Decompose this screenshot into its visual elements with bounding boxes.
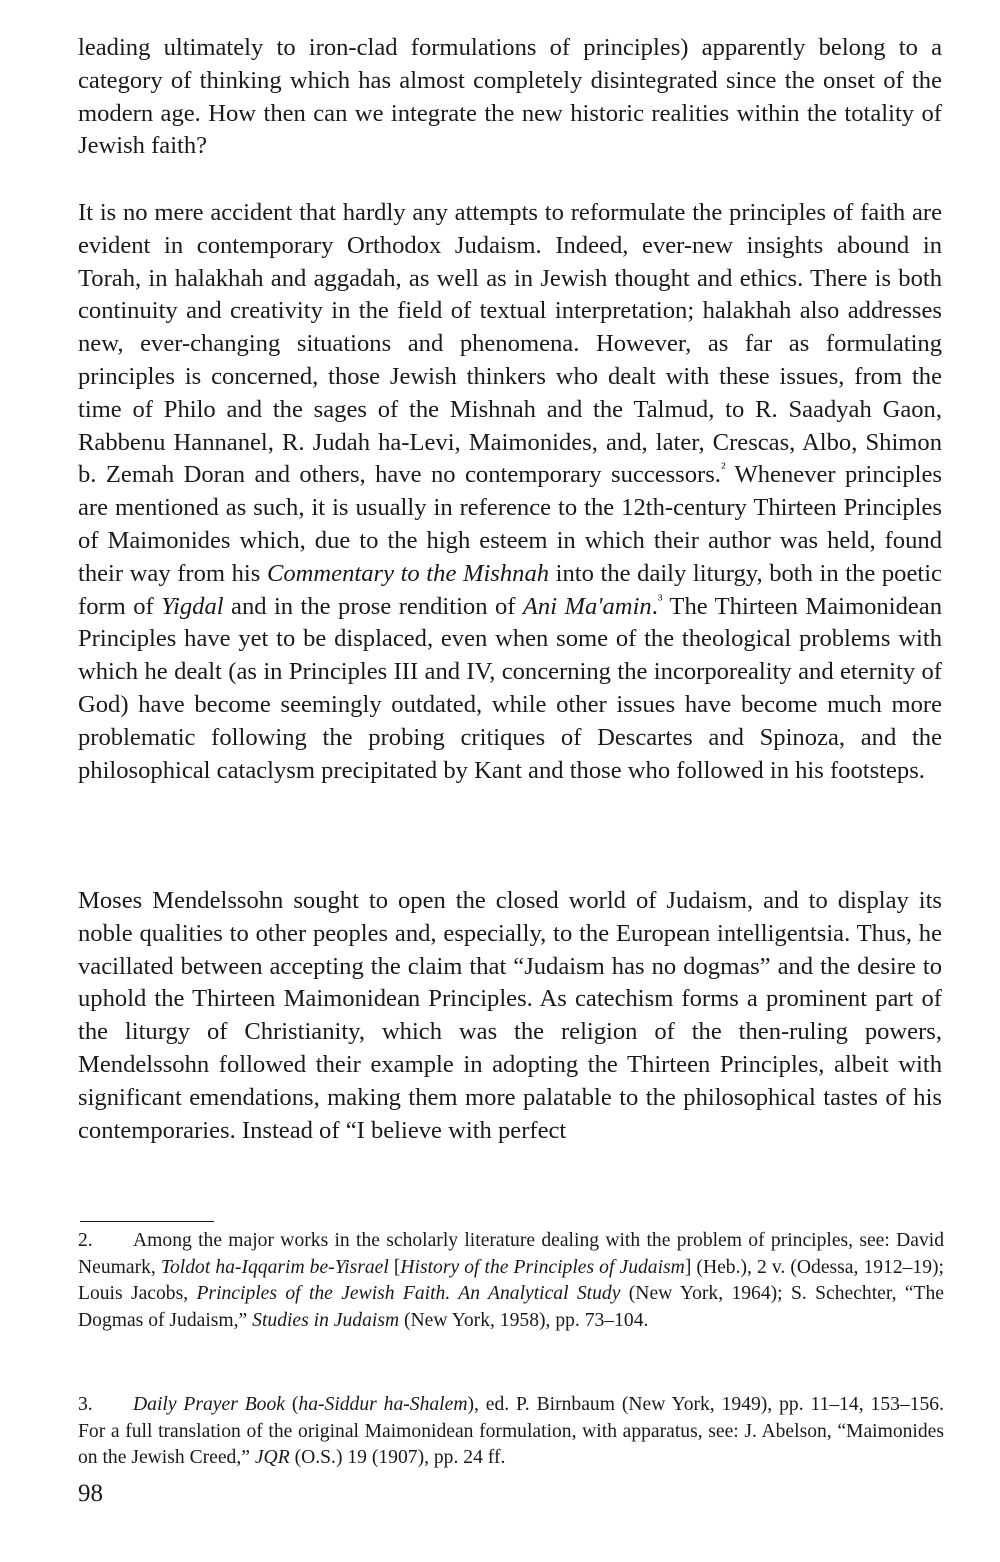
body-paragraph-3: Moses Mendelssohn sought to open the closed world of Judaism, and to display its noble qualities to other peoples and, especially, to the European intelligentsia. Thus, he vacillated between accepting the claim that “Judaism has no dogmas” and the desire to uphold the Thirteen Maimonidean Principles. As catechism forms a prominent part of the liturgy of Christianity, which was the religion of the then-ruling powers, Mendelssohn followed their example in adopting the Thirteen Principles, albeit with significant emendations, making them more palatable to the philosophical tastes of his contemporaries. Instead of “I believe with perfect	[78, 887, 942, 1144]
footnote-2	[78, 1228, 944, 1335]
page-number: 98	[78, 1480, 103, 1507]
body-paragraph-1: leading ultimately to iron-clad formulations of principles) apparently belong to a category of thinking which has almost completely disintegrated since the onset of the modern age. How then can we integrate the new historic realities within the totality of Jewish faith?	[78, 34, 942, 160]
footnote-3	[78, 1392, 944, 1472]
footnote-text: Among the major works in the scholarly literature dealing with the problem of principles, see: David Neumark, Toldot ha-Iqqarim be-Yisrael [History of the Principles of Judaism] (Heb.), 2 v. (Odessa, 1912–19); Louis Jacobs, Principles of the Jewish Faith. An Analytical Study (New York, 1964); S. Schechter, “The Dogmas of Judaism,” Studies in Judaism (New York, 1958), pp. 73–104.	[78, 1230, 944, 1332]
footnote-divider	[80, 1221, 214, 1222]
body-paragraph-2: It is no mere accident that hardly any attempts to reformulate the principles of faith are evident in contemporary Orthodox Judaism. Indeed, ever-new insights abound in Torah, in halakhah and aggadah, as well as in Jewish thought and ethics. There is both continuity and creativity in the field of textual interpretation; halakhah also addresses new, ever-changing situations and phenomena. However, as far as formulating principles is concerned, those Jewish thinkers who dealt with these issues, from the time of Philo and the sages of the Mishnah and the Talmud, to R. Saadyah Gaon, Rabbenu Hannanel, R. Judah ha-Levi, Maimonides, and, later, Crescas, Albo, Shimon b. Zemah Doran and others, have no contemporary successors.$^{^2}$ Whenever principles are mentioned as such, it is usually in reference to the 12th-century Thirteen Principles of Maimonides which, due to the high esteem in which their author was held, found their way from his Commentary to the Mishnah into the daily liturgy, both in the poetic form of Yigdal and in the prose rendition of Ani Ma'amin.$^{^3}$ The Thirteen Maimonidean Principles have yet to be displaced, even when some of the theological problems with which he dealt (as in Principles III and IV, concerning the incorporeality and eternity of God) have become seemingly outdated, while other issues have become much more problematic following the probing critiques of Descartes and Spinoza, and the philosophical cataclysm precipitated by Kant and those who followed in his footsteps.	[78, 199, 942, 784]
footnote-text: Daily Prayer Book (ha-Siddur ha-Shalem), ed. P. Birnbaum (New York, 1949), pp. 11–14, 153–156. For a full translation of the original Maimonidean formulation, with apparatus, see: J. Abelson, “Maimonides on the Jewish Creed,” JQR (O.S.) 19 (1907), pp. 24 ff.	[78, 1394, 944, 1469]
footnote-number: 2.	[78, 1230, 93, 1251]
footnote-number: 3.	[78, 1394, 93, 1415]
